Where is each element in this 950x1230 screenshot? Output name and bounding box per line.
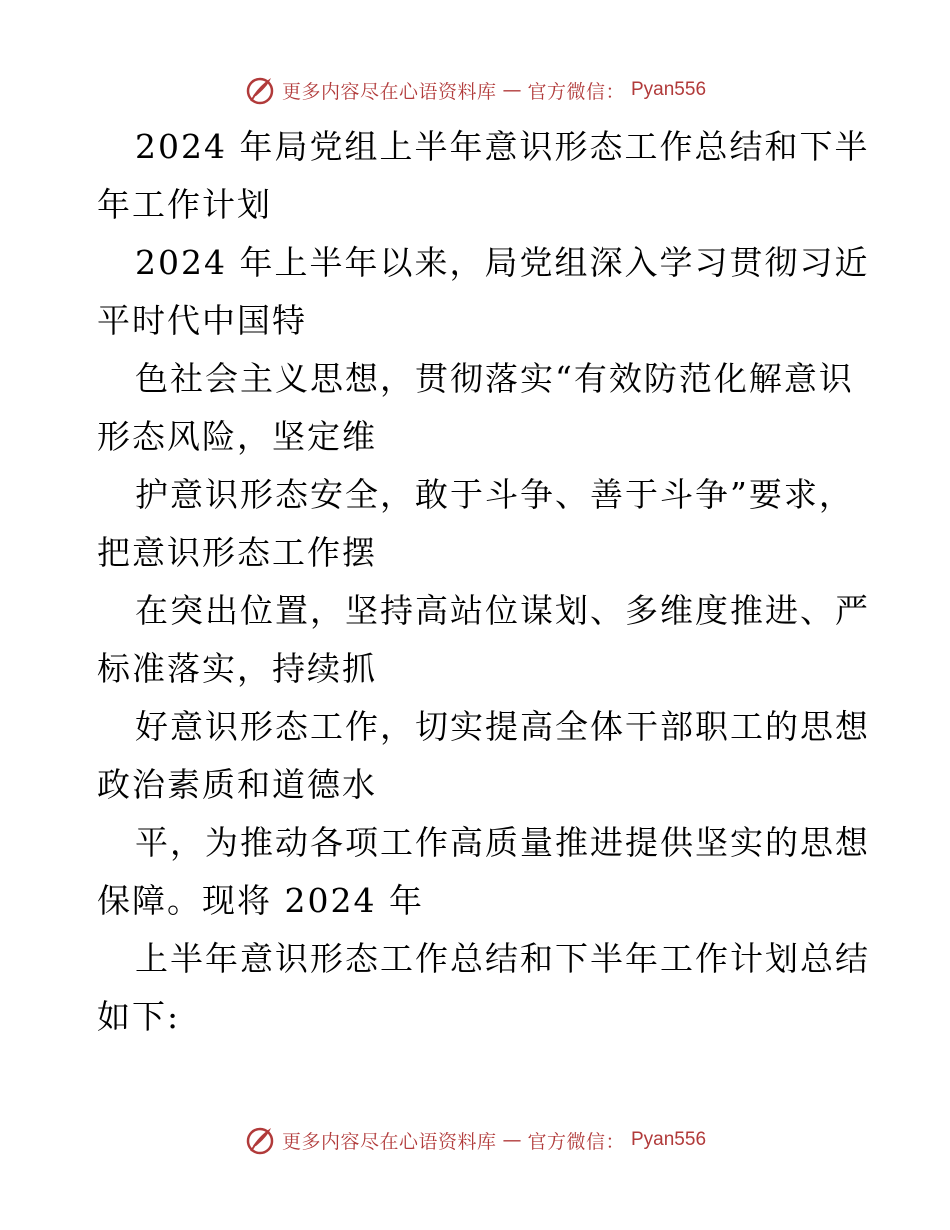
paragraph-line: 标准落实，持续抓 xyxy=(97,649,377,688)
paragraph-line: 如下: xyxy=(97,997,181,1036)
paragraph-line: 上半年意识形态工作总结和下半年工作计划总结 xyxy=(135,939,870,978)
document-body xyxy=(97,118,870,1046)
page-footer xyxy=(0,1120,950,1160)
quill-in-circle-icon xyxy=(244,74,276,106)
paragraph-line: 形态风险，坚定维 xyxy=(97,417,377,456)
paragraph-line: 在突出位置，坚持高站位谋划、多维度推进、严 xyxy=(135,591,870,630)
quill-in-circle-icon xyxy=(244,1124,276,1156)
paragraph-line: 护意识形态安全，敢于斗争、善于斗争”要求， xyxy=(135,475,854,514)
paragraph-line: 2024 年上半年以来，局党组深入学习贯彻习近 xyxy=(135,243,870,282)
paragraph-line: 平时代中国特 xyxy=(97,301,307,340)
title-line-2: 年工作计划 xyxy=(97,185,272,224)
header-watermark xyxy=(244,74,706,106)
paragraph-line: 色社会主义思想，贯彻落实“有效防范化解意识 xyxy=(135,359,854,398)
footer-watermark xyxy=(244,1124,706,1156)
paragraph-line: 把意识形态工作摆 xyxy=(97,533,377,572)
footer-site-text: 更多内容尽在心语资料库 xyxy=(281,1130,497,1153)
paragraph-line: 好意识形态工作，切实提高全体干部职工的思想 xyxy=(135,707,870,746)
paragraph-line: 平，为推动各项工作高质量推进提供坚实的思想 xyxy=(135,823,870,862)
header-dash: — xyxy=(502,79,522,101)
footer-wechat-label: 官方微信： xyxy=(527,1130,625,1153)
paragraph-line: 保障。现将 2024 年 xyxy=(97,881,424,920)
paragraph-line: 政治素质和道德水 xyxy=(97,765,377,804)
header-site-text: 更多内容尽在心语资料库 xyxy=(281,80,497,103)
header-wechat-label: 官方微信： xyxy=(527,80,625,103)
footer-dash: — xyxy=(502,1129,522,1151)
page-header xyxy=(0,70,950,110)
header-wechat-id: Pyan556 xyxy=(631,79,707,100)
footer-wechat-id: Pyan556 xyxy=(631,1129,707,1150)
title-line-1: 2024 年局党组上半年意识形态工作总结和下半 xyxy=(135,127,870,166)
